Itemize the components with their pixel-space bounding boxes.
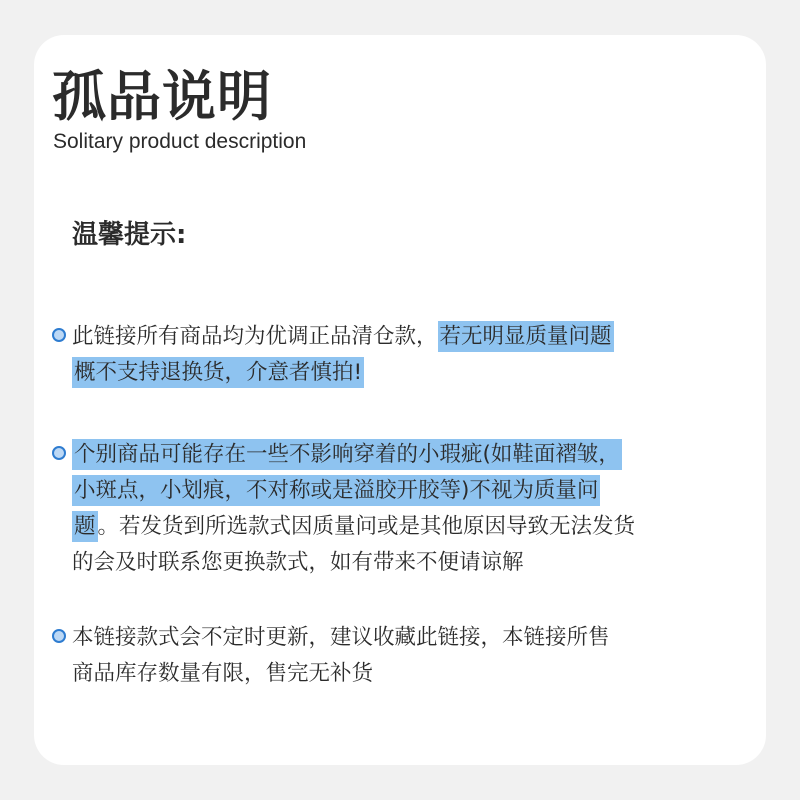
bullet-icon (52, 446, 66, 460)
bullet-icon (52, 328, 66, 342)
tip-highlight: 小斑点，小划痕，不对称或是溢胶开胶等)不视为质量问 (72, 475, 600, 506)
tip-line (72, 355, 702, 391)
tip-line (72, 656, 702, 692)
tip-item-2 (72, 437, 702, 581)
tip-item-3 (72, 620, 702, 692)
page-title: 孤品说明 (52, 65, 272, 128)
tip-line (72, 437, 702, 473)
tip-line (72, 473, 702, 509)
tip-text: 本链接款式会不定时更新，建议收藏此链接，本链接所售 (72, 625, 610, 650)
tip-highlight: 题 (72, 511, 98, 542)
tip-text: 此链接所有商品均为优调正品清仓款， (72, 324, 438, 349)
tip-line (72, 509, 702, 545)
page-subtitle: Solitary product description (53, 130, 307, 153)
tip-text: 的会及时联系您更换款式，如有带来不便请谅解 (72, 550, 524, 575)
tips-heading: 温馨提示: (72, 220, 187, 250)
tip-line (72, 620, 702, 656)
tip-item-1 (72, 319, 702, 391)
tip-highlight: 概不支持退换货，介意者慎拍! (72, 357, 364, 388)
tip-line (72, 545, 702, 581)
tip-highlight: 个别商品可能存在一些不影响穿着的小瑕疵(如鞋面褶皱， (72, 439, 622, 470)
tip-highlight: 若无明显质量问题 (438, 321, 614, 352)
tip-text: 商品库存数量有限，售完无补货 (72, 661, 374, 686)
bullet-icon (52, 629, 66, 643)
tip-line (72, 319, 702, 355)
tip-text: 。若发货到所选款式因质量问或是其他原因导致无法发货 (97, 514, 636, 539)
